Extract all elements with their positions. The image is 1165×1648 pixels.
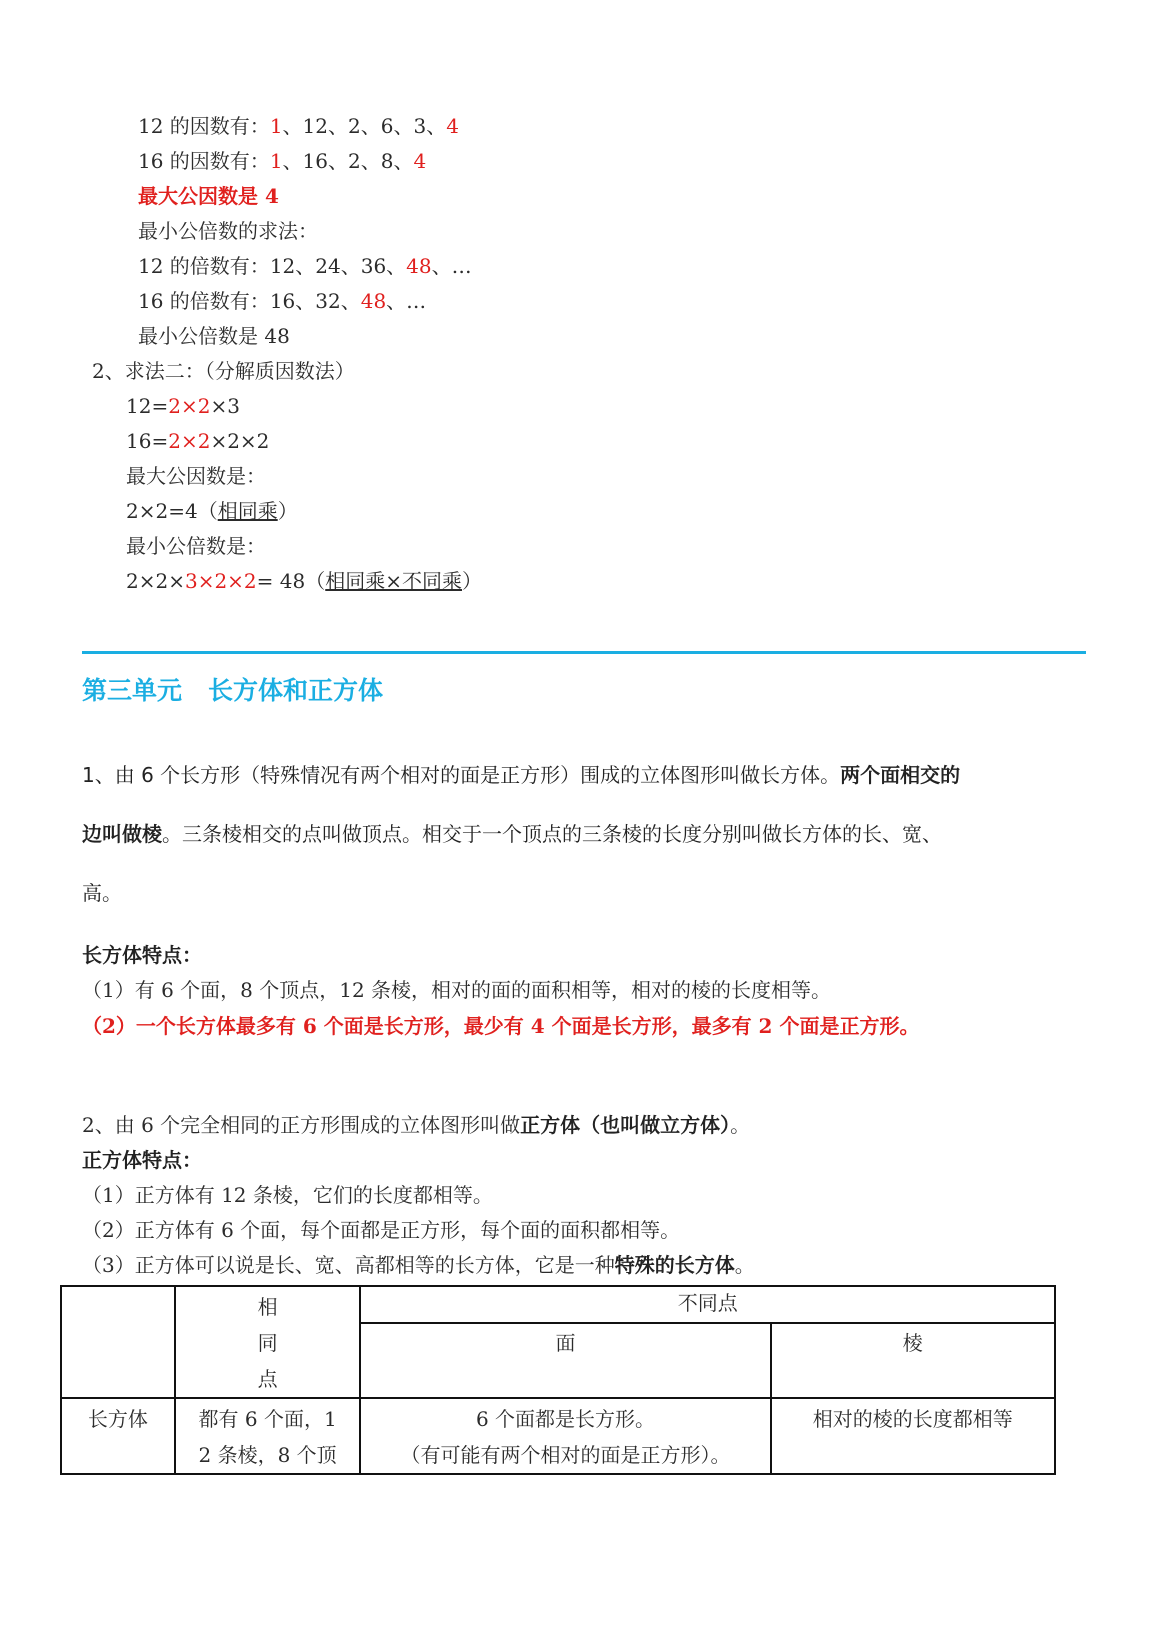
def-bold: 边叫做棱 bbox=[82, 822, 162, 846]
multiple-12-item: 48 bbox=[406, 254, 432, 278]
lcm-expr-distinct: 3×2×2 bbox=[184, 569, 257, 593]
multiples-12-line: 12 的倍数有：12、24、36、48、… bbox=[138, 254, 472, 278]
cube-feature-2: （2）正方体有 6 个面，每个面都是正方形，每个面的面积都相等。 bbox=[82, 1218, 681, 1242]
gcd-title: 最大公因数是： bbox=[126, 464, 266, 488]
factor-12-item: 2 bbox=[348, 114, 361, 138]
factorization-12 bbox=[126, 392, 240, 420]
def-end: 。 bbox=[730, 1113, 751, 1137]
diff-points-header: 不同点 bbox=[360, 1286, 1055, 1323]
factor-16-item: 8 bbox=[380, 149, 394, 173]
cuboid-definition-line3: 高。 bbox=[82, 881, 122, 905]
cuboid-definition-line2 bbox=[82, 820, 942, 848]
multiple-16-item: … bbox=[406, 289, 427, 313]
factor-12-item: 4 bbox=[446, 114, 459, 138]
comparison-table bbox=[60, 1285, 1056, 1475]
row-same-cell bbox=[175, 1398, 361, 1474]
lcm-title: 最小公倍数是： bbox=[126, 534, 266, 558]
def-bold: 正方体（也叫做立方体） bbox=[520, 1113, 731, 1137]
method-two-title: 2、求法二：（分解质因数法） bbox=[92, 359, 355, 383]
factorization-16 bbox=[126, 427, 269, 455]
lcm-result: 最小公倍数是 48 bbox=[138, 324, 290, 348]
multiples-16-line: 16 的倍数有：16、32、48、… bbox=[138, 289, 427, 313]
section-divider bbox=[82, 651, 1086, 654]
factor-16-item: 1 bbox=[269, 149, 283, 173]
cell-line: 都有 6 个面，1 bbox=[198, 1407, 337, 1431]
cube-features-title: 正方体特点： bbox=[82, 1148, 202, 1172]
cuboid-features-title: 长方体特点： bbox=[82, 943, 202, 967]
def-text: 1、由 6 个长方形（特殊情况有两个相对的面是正方形）围成的立体图形叫做长方体。 bbox=[82, 763, 841, 787]
factorization-prefix: 12= bbox=[126, 394, 169, 418]
gcd-note: 相同乘 bbox=[217, 499, 278, 523]
factorization-prefix: 16= bbox=[126, 429, 169, 453]
row-edge-cell: 相对的棱的长度都相等 bbox=[771, 1398, 1055, 1474]
multiple-12-item: 36 bbox=[360, 254, 387, 278]
factor-12-item: 3 bbox=[413, 114, 427, 138]
unit-number: 第三单元 bbox=[82, 676, 183, 705]
multiple-12-item: 24 bbox=[315, 254, 341, 278]
feature-text: （3）正方体可以说是长、宽、高都相等的长方体，它是一种 bbox=[82, 1253, 615, 1277]
header-char: 相 bbox=[257, 1295, 278, 1319]
gcd-result: 最大公因数是 4 bbox=[138, 184, 279, 208]
multiple-16-item: 16 bbox=[269, 289, 296, 313]
factors-12-line: 12 的因数有：1、12、2、6、3、4 bbox=[138, 114, 459, 138]
unit-heading bbox=[82, 674, 383, 708]
multiple-16-item: 48 bbox=[360, 289, 387, 313]
cell-line: （有可能有两个相对的面是正方形）。 bbox=[400, 1443, 731, 1467]
cube-definition bbox=[82, 1111, 750, 1139]
factor-16-item: 2 bbox=[348, 149, 361, 173]
lcm-close: ） bbox=[462, 569, 483, 593]
multiples-16-label: 16 的倍数有： bbox=[138, 289, 270, 313]
cube-feature-1: （1）正方体有 12 条棱，它们的长度都相等。 bbox=[82, 1183, 493, 1207]
feature-bold: 特殊的长方体 bbox=[614, 1253, 735, 1277]
common-factors: 2×2 bbox=[168, 429, 211, 453]
table-corner-cell bbox=[61, 1286, 175, 1398]
factor-12-item: 12 bbox=[302, 114, 328, 138]
cuboid-feature-1: （1）有 6 个面，8 个顶点，12 条棱，相对的面的面积相等，相对的棱的长度相等。 bbox=[82, 978, 832, 1002]
table-row bbox=[61, 1398, 1055, 1474]
edge-header: 棱 bbox=[771, 1323, 1055, 1398]
factor-16-item: 16 bbox=[302, 149, 328, 173]
cuboid-definition-line1 bbox=[82, 761, 960, 789]
gcd-close: ） bbox=[277, 499, 298, 523]
factors-12-label: 12 的因数有： bbox=[138, 114, 270, 138]
gcd-expression bbox=[126, 497, 298, 525]
factor-12-item: 1 bbox=[269, 114, 283, 138]
def-text: 2、由 6 个完全相同的正方形围成的立体图形叫做 bbox=[82, 1113, 521, 1137]
common-factors: 2×2 bbox=[168, 394, 211, 418]
cuboid-feature-2: （2）一个长方体最多有 6 个面是长方形，最少有 4 个面是长方形，最多有 2 个面是正方形。 bbox=[82, 1014, 920, 1038]
factorization-rest: ×2×2 bbox=[210, 429, 270, 453]
same-points-header bbox=[175, 1286, 361, 1398]
face-header: 面 bbox=[360, 1323, 770, 1398]
unit-title: 长方体和正方体 bbox=[208, 676, 384, 705]
factors-16-line: 16 的因数有：1、16、2、8、4 bbox=[138, 149, 427, 173]
row-label: 长方体 bbox=[61, 1398, 175, 1474]
def-text: 。三条棱相交的点叫做顶点。相交于一个顶点的三条棱的长度分别叫做长方体的长、宽、 bbox=[162, 822, 942, 846]
cube-feature-3 bbox=[82, 1251, 755, 1279]
multiple-16-item: 32 bbox=[315, 289, 341, 313]
cell-line: 2 条棱，8 个顶 bbox=[198, 1443, 337, 1467]
header-char: 点 bbox=[257, 1367, 278, 1391]
lcm-expr-result: = 48（ bbox=[256, 569, 326, 593]
factor-16-item: 4 bbox=[413, 149, 427, 173]
lcm-note: 相同乘×不同乘 bbox=[325, 569, 463, 593]
factor-12-item: 6 bbox=[380, 114, 394, 138]
lcm-expr-common: 2×2× bbox=[126, 569, 185, 593]
gcd-expr: 2×2=4（ bbox=[126, 499, 218, 523]
factorization-rest: ×3 bbox=[210, 394, 240, 418]
multiple-12-item: … bbox=[451, 254, 472, 278]
cell-line: 6 个面都是长方形。 bbox=[475, 1407, 656, 1431]
multiples-12-label: 12 的倍数有： bbox=[138, 254, 270, 278]
factors-16-label: 16 的因数有： bbox=[138, 149, 270, 173]
def-bold: 两个面相交的 bbox=[840, 763, 961, 787]
lcm-expression bbox=[126, 567, 482, 595]
table-header-row bbox=[61, 1286, 1055, 1323]
lcm-method-title: 最小公倍数的求法： bbox=[138, 219, 318, 243]
feature-end: 。 bbox=[734, 1253, 755, 1277]
row-face-cell bbox=[360, 1398, 770, 1474]
multiple-12-item: 12 bbox=[269, 254, 296, 278]
header-char: 同 bbox=[257, 1331, 278, 1355]
